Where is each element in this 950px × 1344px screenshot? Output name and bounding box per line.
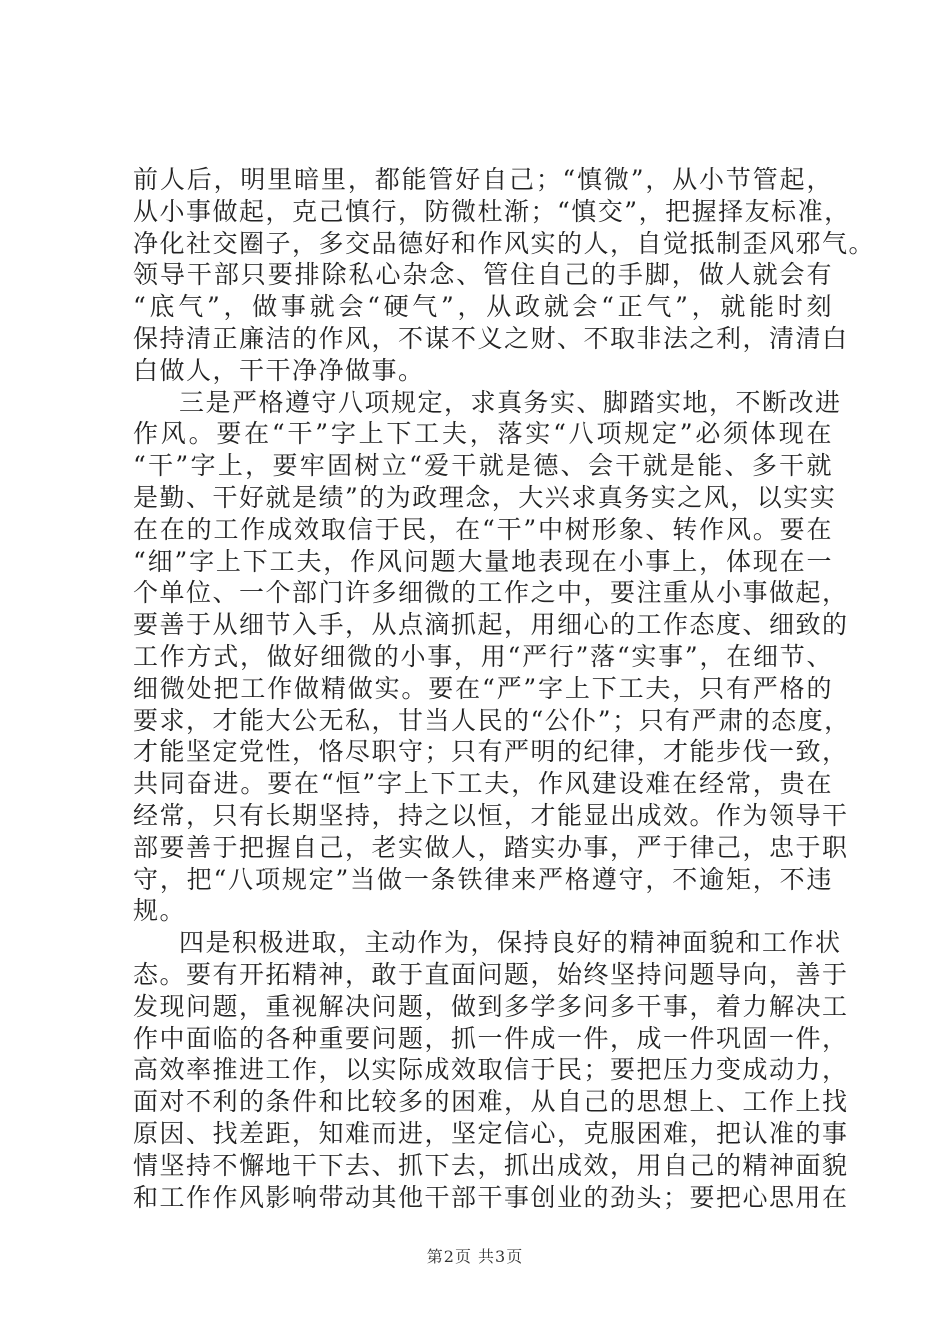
text-line: 是勤、干好就是绩”的为政理念，大兴求真务实之风，以实实 — [133, 482, 837, 512]
text-line: 要求，才能大公无私，甘当人民的“公仆”；只有严肃的态度， — [133, 705, 851, 735]
text-line: “底气”，做事就会“硬气”，从政就会“正气”，就能时刻 — [133, 292, 833, 322]
page-footer — [0, 1244, 950, 1267]
page-number-label: 第2页 共3页 — [426, 1247, 524, 1266]
text-line: 从小事做起，克己慎行，防微杜渐；“慎交”，把握择友标准， — [133, 196, 851, 226]
text-line: 四是积极进取，主动作为，保持良好的精神面貌和工作状 — [179, 928, 842, 958]
text-line: 作中面临的各种重要问题，抓一件成一件，成一件巩固一件， — [133, 1023, 849, 1053]
text-line: 工作方式，做好细微的小事，用“严行”落“实事”，在细节、 — [133, 641, 833, 671]
text-line: 原因、找差距，知难而进，坚定信心，克服困难，把认准的事 — [133, 1118, 849, 1148]
text-line: 才能坚定党性，恪尽职守；只有严明的纪律，才能步伐一致， — [133, 737, 849, 767]
text-line: 部要善于把握自己，老实做人，踏实办事，严于律己，忠于职 — [133, 832, 849, 862]
text-line: 领导干部只要排除私心杂念、管住自己的手脚，做人就会有 — [133, 260, 833, 290]
text-line: 前人后，明里暗里，都能管好自己；“慎微”，从小节管起， — [133, 165, 833, 194]
text-line: 细微处把工作做精做实。要在“严”字上下工夫，只有严格的 — [133, 673, 833, 703]
text-line: 规。 — [133, 896, 187, 926]
text-line: 净化社交圈子，多交品德好和作风实的人，自觉抵制歪风邪气。 — [133, 228, 876, 258]
paragraph — [133, 387, 851, 928]
text-line: 经常，只有长期坚持，持之以恒，才能显出成效。作为领导干 — [133, 800, 849, 830]
text-line: 在在的工作成效取信于民，在“干”中树形象、转作风。要在 — [133, 514, 833, 544]
text-line: 守，把“八项规定”当做一条铁律来严格遵守，不逾矩，不违 — [133, 864, 833, 894]
text-line: 和工作作风影响带动其他干部干事创业的劲头；要把心思用在 — [133, 1182, 849, 1212]
text-line: “细”字上下工夫，作风问题大量地表现在小事上，体现在一 — [133, 546, 833, 576]
text-line: 保持清正廉洁的作风，不谋不义之财、不取非法之利，清清白 — [133, 323, 849, 353]
text-line: 态。要有开拓精神，敢于直面问题，始终坚持问题导向，善于 — [133, 959, 849, 989]
paragraph — [133, 164, 876, 387]
text-line: 要善于从细节入手，从点滴抓起，用细心的工作态度、细致的 — [133, 610, 849, 640]
text-line: “干”字上，要牢固树立“爱干就是德、会干就是能、多干就 — [133, 451, 833, 481]
text-line: 面对不利的条件和比较多的困难，从自己的思想上、工作上找 — [133, 1087, 849, 1117]
text-line: 三是严格遵守八项规定，求真务实、脚踏实地，不断改进 — [179, 387, 842, 417]
text-line: 发现问题，重视解决问题，做到多学多问多干事，着力解决工 — [133, 991, 849, 1021]
text-line: 情坚持不懈地干下去、抓下去，抓出成效，用自己的精神面貌 — [133, 1150, 849, 1180]
text-line: 白做人，干干净净做事。 — [133, 355, 425, 385]
body-text — [133, 164, 876, 1213]
text-line: 作风。要在“干”字上下工夫，落实“八项规定”必须体现在 — [133, 419, 833, 449]
paragraph — [133, 927, 849, 1213]
text-line: 个单位、一个部门许多细微的工作之中，要注重从小事做起， — [133, 578, 849, 608]
text-line: 共同奋进。要在“恒”字上下工夫，作风建设难在经常，贵在 — [133, 769, 833, 799]
text-line: 高效率推进工作，以实际成效取信于民；要把压力变成动力， — [133, 1055, 849, 1085]
